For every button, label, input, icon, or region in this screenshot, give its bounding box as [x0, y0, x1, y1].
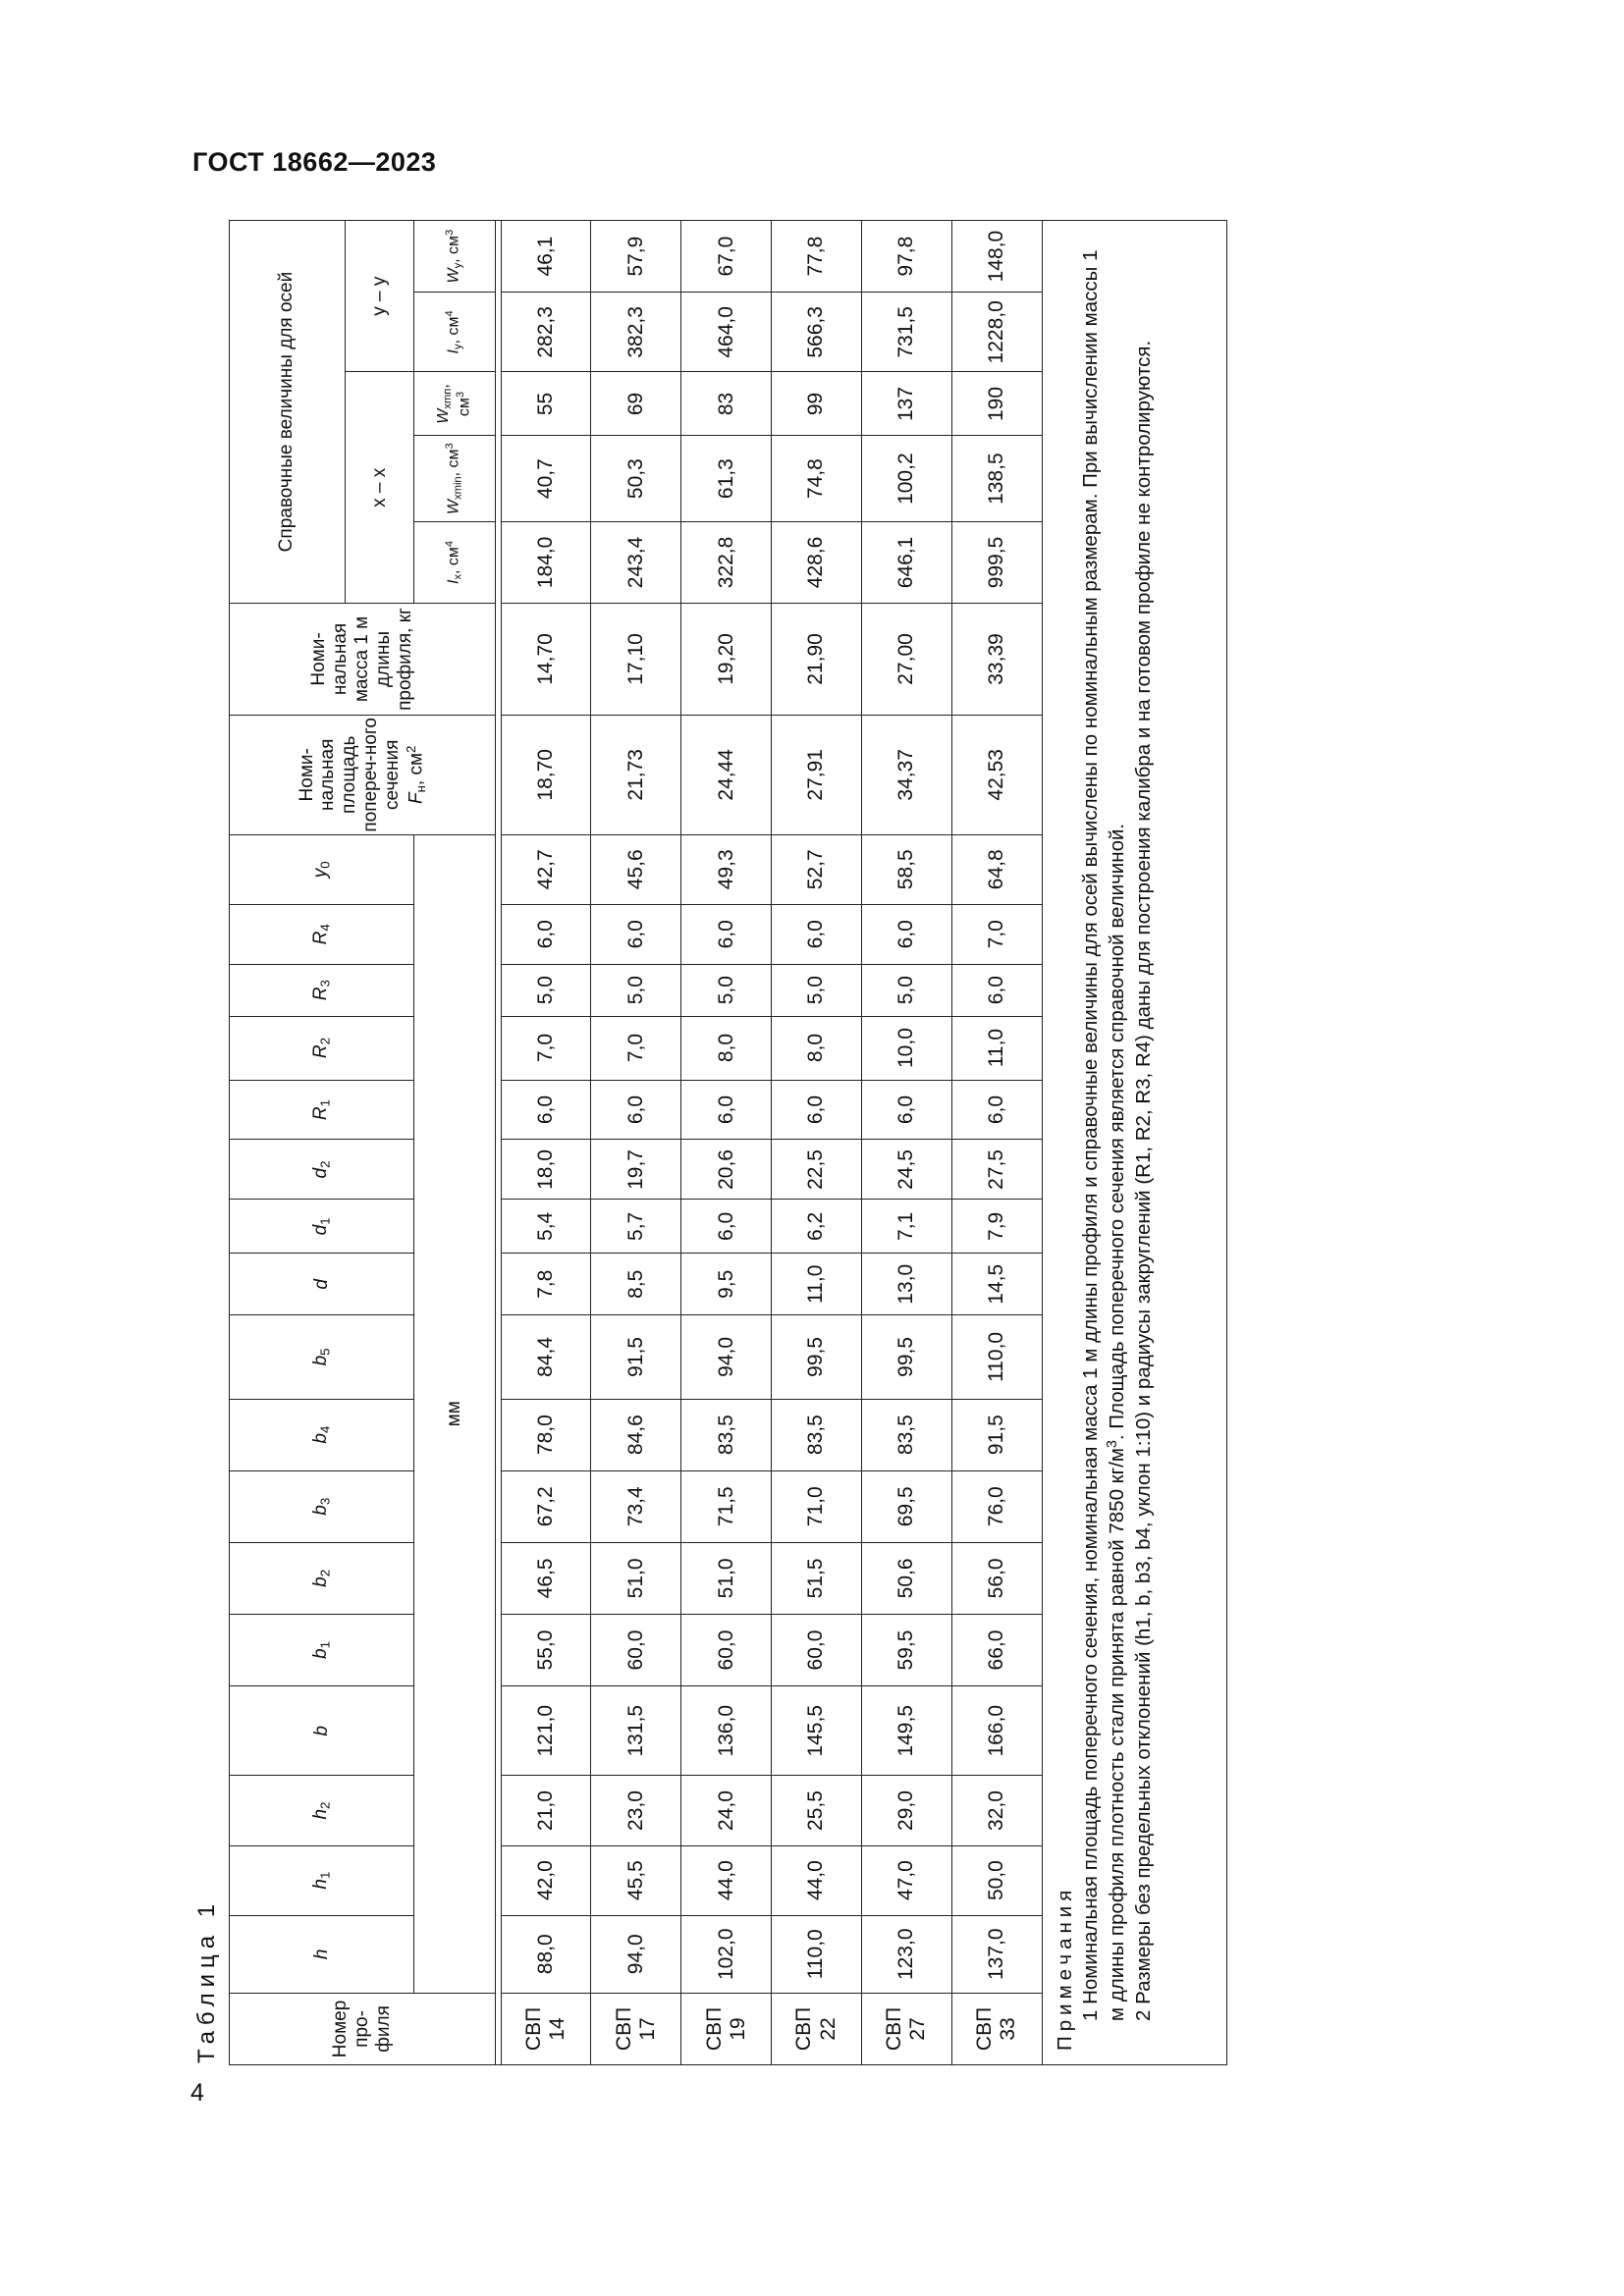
table-cell: 19,7	[591, 1140, 681, 1200]
header-wy: $W_y$, $см^3$	[414, 221, 495, 293]
table-cell: 49,3	[681, 834, 772, 904]
table-cell: 19,20	[681, 604, 772, 716]
table-cell: 58,5	[861, 834, 951, 904]
header-dim-6: $b_3$	[230, 1470, 414, 1542]
note-2: 2 Размеры без предельных отклонений (h1, b, b3, b4, уклон 1:10) и радиусы закруглений (R1, R2, R3, R4) даны для построения калибра и на готовом профиле не контролируются.	[1131, 340, 1155, 2021]
table-cell: 121,0	[501, 1686, 591, 1776]
table-cell: 149,5	[861, 1686, 951, 1776]
table-cell: 6,0	[772, 1080, 862, 1140]
table-cell: 74,8	[772, 436, 862, 521]
profile-number: СВП 17	[591, 1993, 681, 2064]
table-cell: 45,5	[591, 1845, 681, 1915]
table-cell: 7,8	[501, 1254, 591, 1315]
table-cell: 73,4	[591, 1470, 681, 1542]
table-cell: 27,00	[861, 604, 951, 716]
header-dim-4: $b_1$	[230, 1614, 414, 1685]
table-cell: 60,0	[772, 1614, 862, 1685]
table-cell: 6,0	[681, 1200, 772, 1254]
header-area: Номи-нальная площадь попереч-ного сечения $F_н$, $см^2$	[230, 715, 496, 834]
header-profile: Номер про-филя	[230, 1993, 496, 2064]
page-number: 4	[190, 2079, 204, 2107]
table-cell: 566,3	[772, 293, 862, 372]
table-cell: 57,9	[591, 221, 681, 293]
header-dim-14: $R_3$	[230, 964, 414, 1016]
table-cell: 27,5	[951, 1140, 1042, 1200]
table-cell: 8,0	[772, 1016, 862, 1080]
table-cell: 5,4	[501, 1200, 591, 1254]
header-mass: Номи-нальная масса 1 м длины профиля, кг	[230, 604, 496, 716]
table-cell: 51,0	[591, 1542, 681, 1614]
table-cell: 6,0	[681, 1080, 772, 1140]
table-cell: 11,0	[951, 1016, 1042, 1080]
table-cell: 6,0	[861, 904, 951, 964]
table-cell: 67,2	[501, 1470, 591, 1542]
table-cell: 60,0	[591, 1614, 681, 1685]
table-cell: 137	[861, 372, 951, 436]
table-cell: 83,5	[772, 1399, 862, 1470]
table-cell: 99	[772, 372, 862, 436]
table-cell: 20,6	[681, 1140, 772, 1200]
table-cell: 29,0	[861, 1776, 951, 1845]
table-cell: 52,7	[772, 834, 862, 904]
header-dim-16: $y_0$	[230, 834, 414, 904]
header-dim-5: $b_2$	[230, 1542, 414, 1614]
header-unit-mm: мм	[414, 834, 495, 1993]
table-cell: 5,0	[501, 964, 591, 1016]
header-dim-12: $R_1$	[230, 1080, 414, 1140]
table-cell: 50,3	[591, 436, 681, 521]
table-cell: 50,6	[861, 1542, 951, 1614]
rotated-table-block	[193, 202, 1205, 2067]
table-cell: 91,5	[591, 1315, 681, 1399]
table-cell: 382,3	[591, 293, 681, 372]
table-cell: 66,0	[951, 1614, 1042, 1685]
table-cell: 34,37	[861, 715, 951, 834]
table-cell: 6,0	[591, 1080, 681, 1140]
table-cell: 18,0	[501, 1140, 591, 1200]
table-cell: 131,5	[591, 1686, 681, 1776]
table-cell: 99,5	[772, 1315, 862, 1399]
table-cell: 42,0	[501, 1845, 591, 1915]
table-row	[681, 221, 772, 2065]
table-cell: 999,5	[951, 521, 1042, 603]
header-dim-0: h	[230, 1915, 414, 1993]
table-cell: 56,0	[951, 1542, 1042, 1614]
table-cell: 7,0	[591, 1016, 681, 1080]
table-cell: 18,70	[501, 715, 591, 834]
header-dim-7: $b_4$	[230, 1399, 414, 1470]
profile-number: СВП 19	[681, 1993, 772, 2064]
table-cell: 42,7	[501, 834, 591, 904]
table-cell: 6,2	[772, 1200, 862, 1254]
profiles-table	[229, 220, 1227, 2065]
table-cell: 21,73	[591, 715, 681, 834]
table-cell: 7,0	[951, 904, 1042, 964]
table-notes	[1042, 221, 1226, 2065]
table-cell: 13,0	[861, 1254, 951, 1315]
table-cell: 55,0	[501, 1614, 591, 1685]
table-cell: 84,4	[501, 1315, 591, 1399]
table-cell: 731,5	[861, 293, 951, 372]
table-cell: 148,0	[951, 221, 1042, 293]
table-cell: 243,4	[591, 521, 681, 603]
table-cell: 6,0	[861, 1080, 951, 1140]
table-cell: 100,2	[861, 436, 951, 521]
header-dim-10: $d_1$	[230, 1200, 414, 1254]
table-cell: 44,0	[681, 1845, 772, 1915]
table-cell: 77,8	[772, 221, 862, 293]
table-cell: 6,0	[591, 904, 681, 964]
header-area-unit: , см	[406, 752, 427, 786]
table-cell: 91,5	[951, 1399, 1042, 1470]
table-cell: 83,5	[861, 1399, 951, 1470]
table-cell: 7,0	[501, 1016, 591, 1080]
table-cell: 110,0	[772, 1915, 862, 1993]
table-cell: 282,3	[501, 293, 591, 372]
table-cell: 464,0	[681, 293, 772, 372]
header-iy: $I_y$, $см^4$	[414, 293, 495, 372]
table-cell: 11,0	[772, 1254, 862, 1315]
table-cell: 60,0	[681, 1614, 772, 1685]
table-row	[501, 221, 591, 2065]
table-cell: 45,6	[591, 834, 681, 904]
header-dim-11: $d_2$	[230, 1140, 414, 1200]
table-cell: 21,0	[501, 1776, 591, 1845]
profile-number: СВП 27	[861, 1993, 951, 2064]
table-cell: 88,0	[501, 1915, 591, 1993]
table-cell: 7,9	[951, 1200, 1042, 1254]
table-cell: 78,0	[501, 1399, 591, 1470]
table-cell: 6,0	[681, 904, 772, 964]
notes-heading: Примечания	[1053, 1885, 1076, 2051]
table-cell: 22,5	[772, 1140, 862, 1200]
header-area-text: Номи-нальная площадь попереч-ного сечения	[296, 717, 404, 832]
table-cell: 145,5	[772, 1686, 862, 1776]
header-ix: $I_x$, $см^4$	[414, 521, 495, 603]
table-cell: 83	[681, 372, 772, 436]
table-cell: 17,10	[591, 604, 681, 716]
header-axis-x: x – x	[345, 372, 414, 604]
header-wxmin: $W_{xmin}$, $см^3$	[414, 436, 495, 521]
table-row	[772, 221, 862, 2065]
profile-number: СВП 14	[501, 1993, 591, 2064]
table-cell: 428,6	[772, 521, 862, 603]
table-cell: 40,7	[501, 436, 591, 521]
note-1: 1 Номинальная площадь поперечного сечения, номинальная масса 1 м длины профиля и справочные величины для осей вычислены по номинальным размерам. При вычислении массы 1 м длины профиля плотность стали принята равной 7850 $кг/м^3$. Площадь поперечного сечения является справочной величиной.	[1078, 249, 1129, 2021]
table-cell: 27,91	[772, 715, 862, 834]
table-cell: 99,5	[861, 1315, 951, 1399]
table-caption: Таблица 1	[193, 1897, 220, 2063]
table-cell: 44,0	[772, 1845, 862, 1915]
table-cell: 110,0	[951, 1315, 1042, 1399]
table-cell: 14,5	[951, 1254, 1042, 1315]
table-cell: 55	[501, 372, 591, 436]
table-cell: 137,0	[951, 1915, 1042, 1993]
table-cell: 64,8	[951, 834, 1042, 904]
table-cell: 47,0	[861, 1845, 951, 1915]
table-cell: 51,5	[772, 1542, 862, 1614]
table-cell: 24,0	[681, 1776, 772, 1845]
table-cell: 61,3	[681, 436, 772, 521]
table-cell: 7,1	[861, 1200, 951, 1254]
table-cell: 136,0	[681, 1686, 772, 1776]
table-cell: 14,70	[501, 604, 591, 716]
table-cell: 69,5	[861, 1470, 951, 1542]
table-cell: 76,0	[951, 1470, 1042, 1542]
table-cell: 97,8	[861, 221, 951, 293]
table-cell: 6,0	[951, 1080, 1042, 1140]
table-cell: 1228,0	[951, 293, 1042, 372]
table-cell: 46,1	[501, 221, 591, 293]
header-reference-values: Справочные величины для осей	[230, 221, 346, 604]
table-cell: 59,5	[861, 1614, 951, 1685]
table-cell: 33,39	[951, 604, 1042, 716]
header-dim-2: $h_2$	[230, 1776, 414, 1845]
table-cell: 51,0	[681, 1542, 772, 1614]
table-cell: 646,1	[861, 521, 951, 603]
table-cell: 6,0	[772, 904, 862, 964]
table-cell: 5,0	[861, 964, 951, 1016]
table-cell: 5,0	[772, 964, 862, 1016]
table-cell: 123,0	[861, 1915, 951, 1993]
table-cell: 94,0	[681, 1315, 772, 1399]
table-cell: 102,0	[681, 1915, 772, 1993]
header-dim-8: $b_5$	[230, 1315, 414, 1399]
table-cell: 84,6	[591, 1399, 681, 1470]
table-cell: 83,5	[681, 1399, 772, 1470]
header-dim-15: $R_4$	[230, 904, 414, 964]
table-cell: 69	[591, 372, 681, 436]
table-cell: 94,0	[591, 1915, 681, 1993]
table-cell: 5,7	[591, 1200, 681, 1254]
table-cell: 46,5	[501, 1542, 591, 1614]
table-cell: 42,53	[951, 715, 1042, 834]
table-cell: 71,5	[681, 1470, 772, 1542]
table-cell: 190	[951, 372, 1042, 436]
table-cell: 32,0	[951, 1776, 1042, 1845]
table-cell: 8,0	[681, 1016, 772, 1080]
document-title: ГОСТ 18662—2023	[192, 147, 437, 177]
table-cell: 24,44	[681, 715, 772, 834]
table-cell: 23,0	[591, 1776, 681, 1845]
header-dim-1: $h_1$	[230, 1845, 414, 1915]
table-row	[951, 221, 1042, 2065]
table-cell: 10,0	[861, 1016, 951, 1080]
table-cell: 50,0	[951, 1845, 1042, 1915]
header-dim-3: b	[230, 1686, 414, 1776]
header-wxmn: $W_{xmп}$, $см^3$	[414, 372, 495, 436]
profile-number: СВП 33	[951, 1993, 1042, 2064]
profile-number: СВП 22	[772, 1993, 862, 2064]
header-area-symbol: F	[406, 792, 427, 805]
table-cell: 322,8	[681, 521, 772, 603]
table-cell: 6,0	[501, 904, 591, 964]
table-cell: 5,0	[681, 964, 772, 1016]
header-dim-9: d	[230, 1254, 414, 1315]
table-cell: 166,0	[951, 1686, 1042, 1776]
table-cell: 25,5	[772, 1776, 862, 1845]
table-cell: 184,0	[501, 521, 591, 603]
header-axis-y: y – y	[345, 221, 414, 372]
header-area-sub: н	[412, 785, 428, 793]
table-cell: 6,0	[501, 1080, 591, 1140]
table-cell: 5,0	[591, 964, 681, 1016]
table-cell: 67,0	[681, 221, 772, 293]
table-cell: 6,0	[951, 964, 1042, 1016]
table-cell: 8,5	[591, 1254, 681, 1315]
header-dim-13: $R_2$	[230, 1016, 414, 1080]
table-row	[861, 221, 951, 2065]
table-cell: 9,5	[681, 1254, 772, 1315]
table-cell: 24,5	[861, 1140, 951, 1200]
table-row	[591, 221, 681, 2065]
table-cell: 138,5	[951, 436, 1042, 521]
table-cell: 71,0	[772, 1470, 862, 1542]
table-cell: 21,90	[772, 604, 862, 716]
